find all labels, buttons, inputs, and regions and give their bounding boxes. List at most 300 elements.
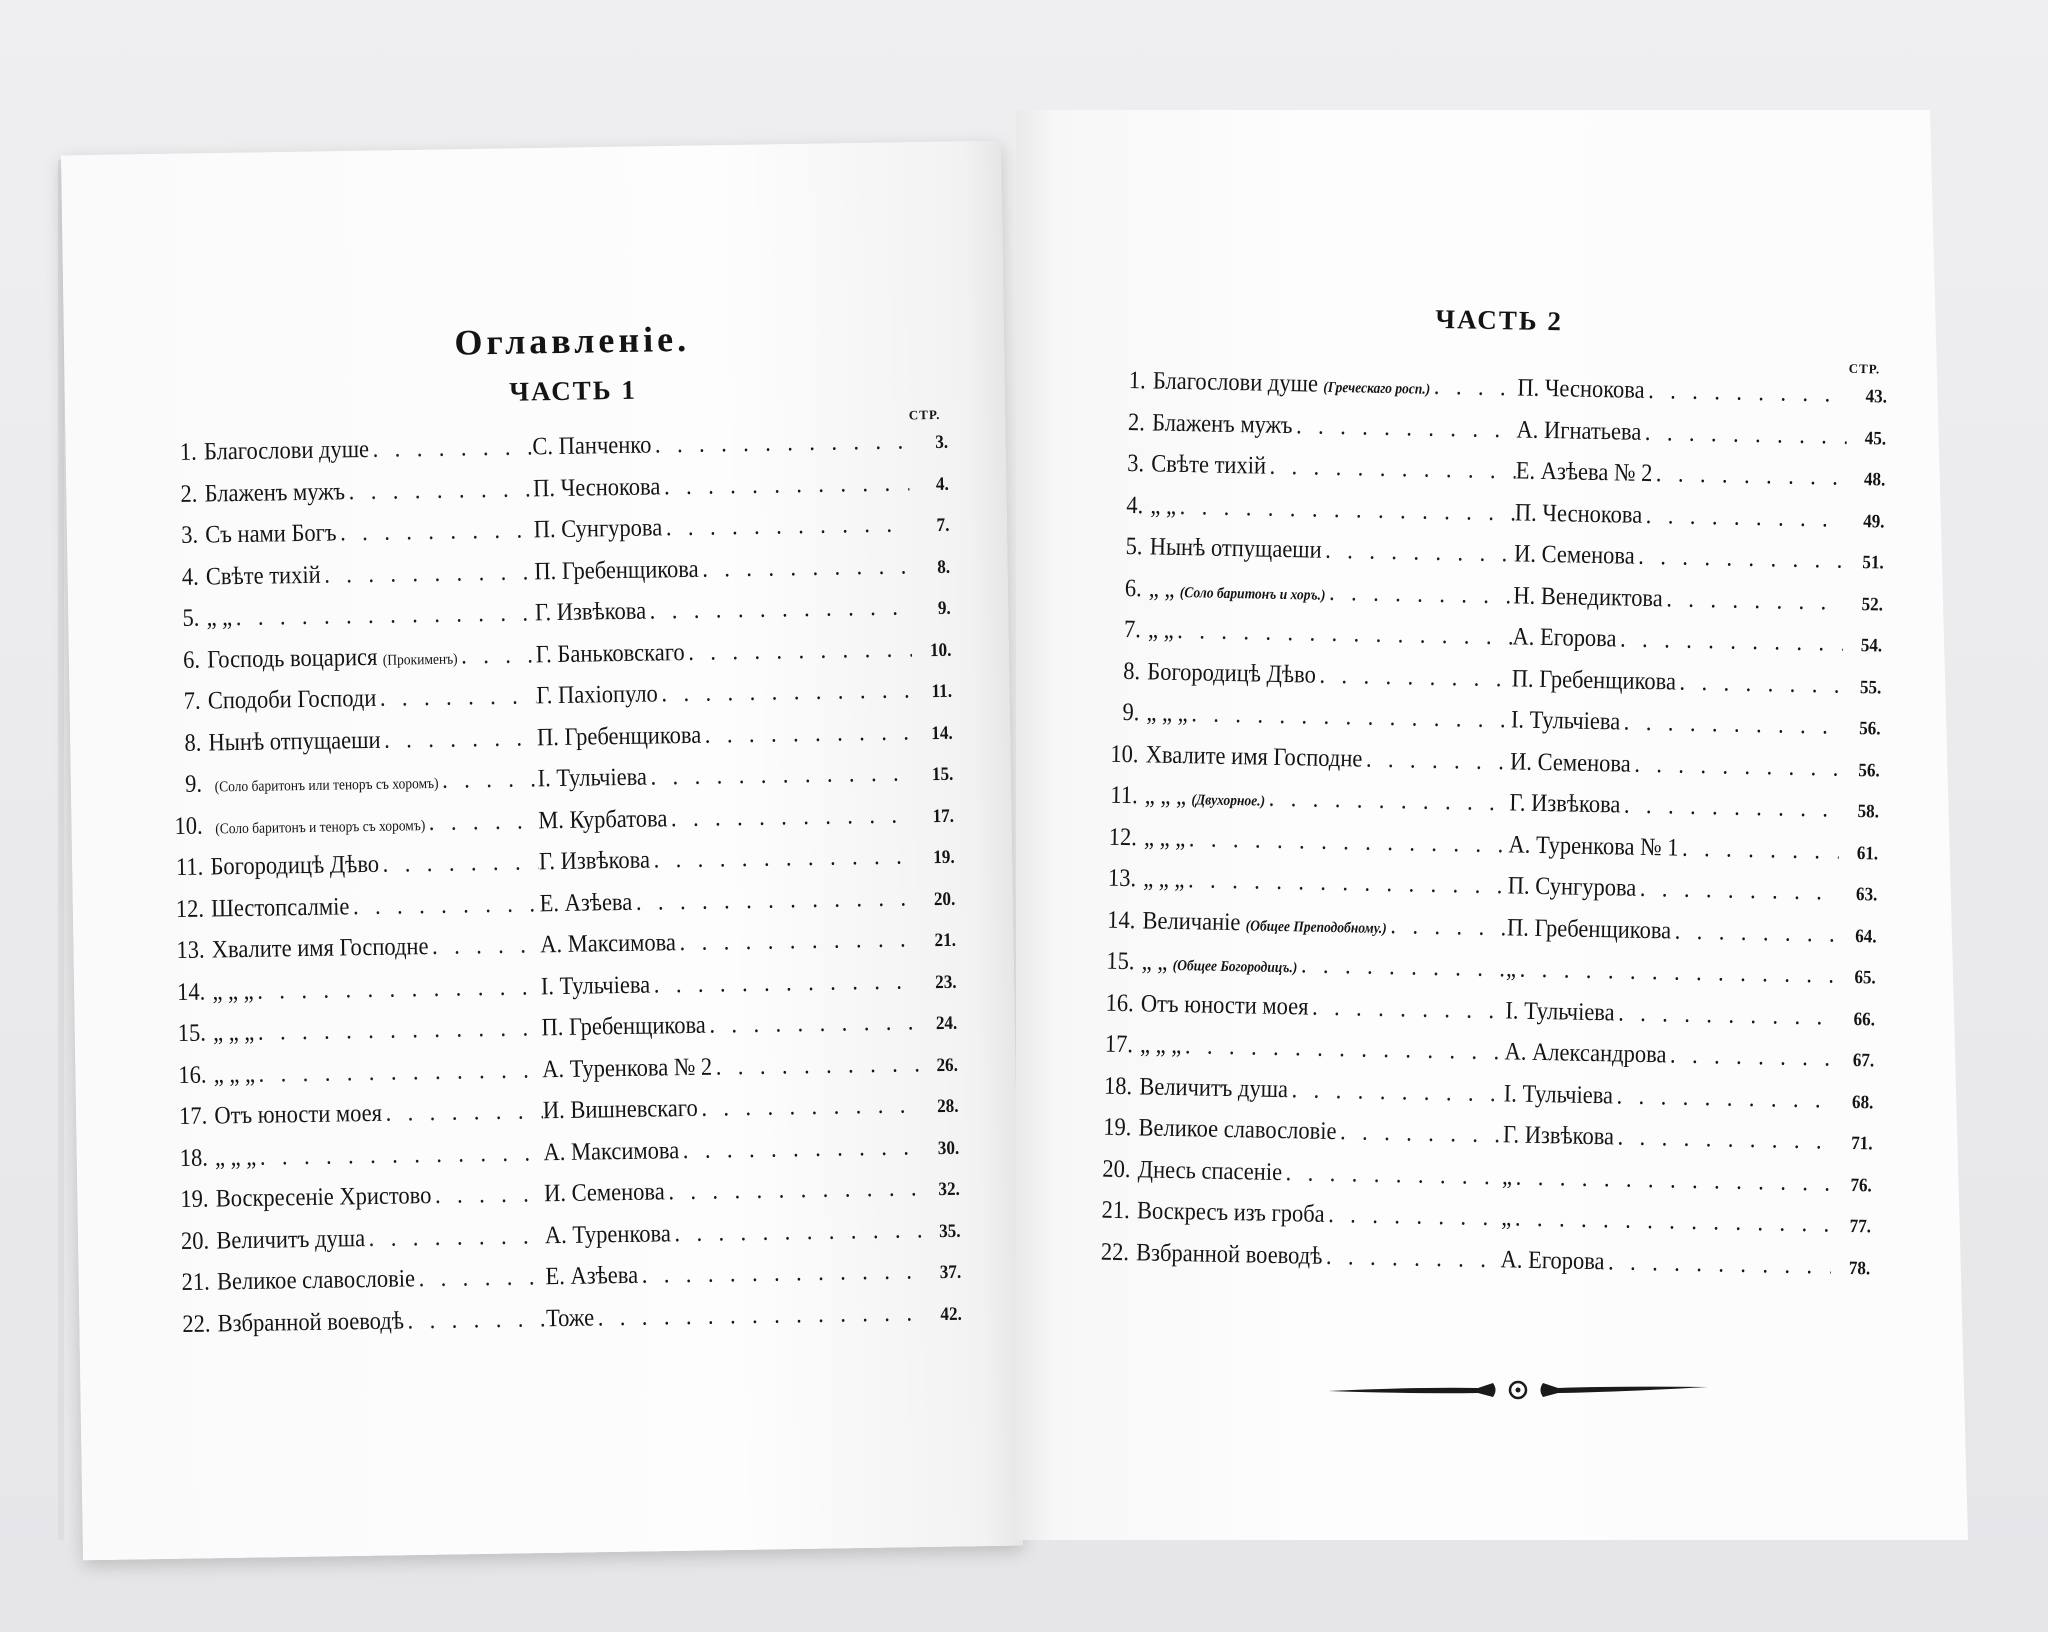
toc-number: 10. [1110,740,1139,768]
toc-composer: І. Тульчіева [1510,706,1621,736]
toc-page-number: 61. [1856,842,1879,864]
toc-title: „ „ „ [1144,782,1187,811]
leader-dots [1614,1123,1834,1155]
leader-dots [253,973,541,1006]
toc-title: „ „ „ [212,1018,255,1047]
toc-number: 15. [177,1019,207,1048]
toc-composer: М. Курбатова [538,804,668,834]
toc-list-part-2 [1091,367,1888,1295]
leader-dots [671,1216,921,1248]
toc-page-number: 76. [1850,1174,1873,1196]
toc-number: 17. [1104,1030,1134,1059]
toc-composer: А. Игнатьева [1516,415,1642,446]
leader-dots [1642,501,1845,533]
leader-dots [665,1174,921,1206]
toc-title-cell [214,1097,543,1130]
leader-dots [1604,1248,1831,1280]
leader-dots [1511,1204,1832,1238]
leader-dots [632,884,916,916]
toc-page-number: 63. [1855,884,1878,906]
toc-title: Благослови душе [1152,367,1319,398]
toc-page-number: 56. [1858,759,1880,781]
toc-composer: И. Семенова [543,1178,665,1208]
toc-composer: П. Гребенщикова [534,555,699,585]
toc-page-number: 64. [1855,925,1877,947]
leader-dots [380,724,537,754]
toc-title-cell [1137,1197,1502,1232]
toc-page-number: 24. [935,1012,958,1035]
toc-title: „ „ [206,604,233,632]
leader-dots [438,765,538,795]
leader-dots [1265,785,1510,818]
toc-page-number: 78. [1848,1257,1871,1279]
leader-dots [646,593,911,625]
part-1-heading: ЧАСТЬ 1 [509,374,638,407]
leader-dots [425,807,539,837]
toc-composer: И. Вишневскаго [542,1094,698,1125]
toc-title-cell [212,931,541,964]
toc-title: „ „ [1150,491,1177,520]
toc-number: 20. [1102,1155,1131,1183]
toc-number: 4. [1126,491,1144,519]
leader-dots [1512,1163,1833,1197]
toc-page-number: 30. [937,1137,960,1159]
toc-number: 3. [1126,449,1145,478]
toc-title-cell [1139,1073,1504,1108]
leader-dots [1176,492,1515,527]
toc-number: 1. [1128,366,1146,395]
leader-dots [1620,792,1840,824]
toc-title-cell [1147,658,1512,693]
leader-dots [667,801,914,833]
toc-title: Сподоби Господи [207,684,377,715]
toc-title-cell [209,765,538,798]
leader-dots [1387,912,1508,942]
toc-title: Богородицѣ Дѣво [210,850,380,881]
toc-title: Великое славословіе [1138,1114,1337,1146]
toc-page-number: 65. [1854,967,1876,989]
toc-page-number: 23. [935,971,957,993]
toc-composer: А. Александрова [1504,1038,1667,1069]
leader-dots [1321,537,1514,569]
leader-dots [698,1091,920,1122]
leader-dots [254,1014,542,1047]
toc-page-number: 48. [1863,469,1886,491]
leader-dots [1634,543,1844,575]
leader-dots [1614,999,1835,1031]
leader-dots [1173,617,1512,652]
toc-page-number: 55. [1859,676,1882,698]
toc-title-cell [215,1139,544,1172]
toc-title-cell [207,641,536,674]
toc-composer: А. Туренкова [544,1219,672,1249]
toc-number: 19. [180,1185,209,1214]
toc-composer: П. Чеснокова [532,472,661,502]
toc-title-cell [1143,865,1508,900]
toc-number: 6. [182,646,201,674]
toc-title-cell [206,558,535,591]
toc-number: 2. [180,480,198,508]
leader-dots [1297,951,1506,983]
toc-title-cell [217,1263,546,1296]
toc-title-cell [1146,699,1511,734]
toc-title-cell [216,1222,545,1255]
toc-composer: „ [1501,1204,1512,1232]
toc-number: 8. [184,729,202,757]
toc-part-2 [1091,298,1890,1295]
toc-composer: П. Сунгурова [1507,872,1637,902]
toc-composer: Г. Баньковскаго [535,638,685,668]
toc-composer: И. Семенова [1509,747,1632,778]
toc-composer: П. Гребенщикова [541,1011,706,1042]
toc-composer: А. Туренкова № 1 [1508,830,1679,862]
leader-dots [1663,585,1844,616]
toc-page-number: 32. [938,1178,961,1201]
toc-composer: Е. Азѣева [545,1261,639,1291]
toc-title: „ „ [1148,574,1175,603]
toc-title: Отъ юности моея [214,1099,383,1130]
leader-dots [1362,745,1510,776]
leader-dots [1185,825,1509,859]
toc-title: „ „ „ [214,1143,257,1171]
toc-title-cell [211,890,540,923]
toc-number: 11. [1110,781,1138,810]
toc-title-cell [1138,1114,1503,1149]
toc-title-cell [1151,450,1516,485]
toc-title-cell [1149,533,1514,568]
toc-composer: І. Тульчіева [1505,996,1615,1026]
toc-title-cell [1152,409,1517,444]
toc-title: Воскресъ изъ гроба [1136,1197,1325,1228]
toc-page-number: 67. [1852,1050,1875,1072]
toc-page-number: 3. [935,431,949,454]
toc-title-cell [215,1180,544,1213]
toc-page-number: 45. [1864,427,1887,450]
toc-note: (Прокименъ) [382,651,458,669]
toc-page-number: 52. [1861,593,1884,616]
toc-title: Взбранной воеводѣ [217,1307,405,1337]
leader-dots [404,1305,547,1335]
toc-composer: А. Егорова [1512,623,1617,653]
page-column-header: СТР. [1848,360,1881,377]
toc-composer: Г. Извѣкова [534,597,647,627]
leader-dots [1641,418,1847,450]
toc-title-cell [217,1305,546,1338]
toc-title-cell [205,516,534,549]
leader-dots [1671,917,1837,948]
toc-title: Блаженъ мужъ [1151,408,1293,439]
toc-number: 16. [1105,989,1135,1017]
toc-page-number: 11. [931,680,953,703]
toc-title: „ „ „ [212,977,254,1005]
toc-title-cell [210,807,539,840]
leader-dots [1288,1076,1504,1108]
toc-composer: Г. Пахіопуло [536,680,659,710]
toc-page-number: 42. [940,1303,962,1325]
toc-title: Съ нами Богъ [205,519,337,549]
toc-number: 6. [1124,574,1142,602]
toc-title-cell [214,1056,543,1089]
toc-number: 2. [1127,408,1146,436]
toc-composer: П. Гребенщикова [1511,664,1677,696]
toc-page-number: 15. [931,763,954,786]
toc-title: Шестопсалміе [210,892,350,922]
toc-title: „ „ „ [1143,865,1185,894]
toc-title-cell [1141,990,1506,1025]
toc-title-cell [1145,741,1510,776]
toc-note: (Двухорное.) [1191,792,1266,810]
toc-title-cell [1142,907,1507,942]
toc-composer: П. Гребенщикова [1506,913,1672,945]
leader-dots [1616,625,1843,657]
leader-dots [255,1056,543,1089]
leader-dots [365,1222,545,1253]
toc-title-cell [1144,824,1509,859]
toc-page-number: 19. [933,846,955,869]
toc-title: Оглавленіе. [454,318,691,363]
toc-page-number: 68. [1851,1091,1874,1113]
toc-number: 7. [1123,615,1142,644]
leader-dots [647,759,914,791]
toc-title: Взбранной воеводѣ [1135,1238,1323,1270]
toc-title-cell [1136,1239,1501,1274]
toc-page-number: 7. [936,514,950,537]
toc-title: Нынѣ отпущаеши [208,726,381,757]
leader-dots [1308,993,1505,1025]
toc-title-cell [1140,1031,1505,1066]
toc-title: Величаніе [1142,906,1241,936]
toc-title-cell [1153,367,1518,402]
leader-dots [431,1180,544,1210]
toc-number: 22. [1100,1238,1130,1266]
toc-title-cell [212,973,541,1006]
toc-page-number: 49. [1862,510,1885,533]
leader-dots [1184,866,1508,900]
toc-note: (Соло баритонъ или теноръ съ хоромъ) [214,775,439,796]
toc-title-cell [208,682,537,715]
toc-page-number: 51. [1862,552,1884,574]
toc-number: 4. [181,563,199,591]
toc-number: 5. [182,604,200,632]
leader-dots [349,890,540,921]
leader-dots [1324,1201,1501,1232]
toc-page-number: 4. [935,473,949,495]
leader-dots [1187,700,1511,734]
toc-title: Благослови душе [203,435,370,466]
leader-dots [658,676,913,708]
leader-dots [660,469,909,501]
leader-dots [256,1139,544,1172]
toc-title: „ „ „ [1139,1031,1182,1060]
toc-number: 3. [180,521,199,549]
leader-dots [662,510,910,542]
toc-composer: А. Туренкова № 2 [541,1053,713,1083]
toc-number: 14. [1106,906,1136,934]
ornament-divider-icon [1328,1375,1708,1405]
leader-dots [1325,578,1513,610]
toc-number: 17. [178,1102,208,1131]
toc-title: Воскресеніе Христово [215,1182,432,1213]
toc-composer: Г. Извѣкова [538,846,651,876]
leader-dots [457,641,536,670]
toc-title-cell [1145,782,1510,817]
leader-dots [1316,661,1512,693]
toc-page-number: 10. [929,639,952,661]
toc-title: Свѣте тихій [205,561,321,591]
toc-title: „ „ „ [1143,823,1186,852]
toc-page-number: 77. [1849,1215,1872,1238]
toc-composer: І. Тульчіева [1503,1079,1614,1109]
leader-dots [1678,834,1839,865]
leader-dots [679,1133,920,1165]
leader-dots [379,848,539,879]
toc-title-cell [213,1014,542,1047]
toc-page-number: 66. [1853,1008,1876,1030]
leader-dots [1430,373,1518,403]
toc-composer: Е. Азѣева [539,888,633,917]
toc-page-number: 21. [934,929,957,952]
toc-composer: І. Тульчіева [540,971,651,1000]
toc-title-cell [204,475,533,508]
toc-list-part-1 [159,427,963,1352]
toc-title: Нынѣ отпущаеши [1149,533,1322,564]
toc-note: (Греческаго росп.) [1323,379,1431,398]
leader-dots [1630,750,1840,782]
toc-composer: А. Егорова [1500,1245,1605,1275]
leader-dots [232,599,535,632]
toc-composer: А. Максимова [540,929,677,959]
toc-title-cell [206,599,535,632]
toc-page-number: 26. [936,1054,959,1076]
toc-note: (Общее Преподобному.) [1245,917,1387,937]
toc-composer: Г. Извѣкова [1502,1121,1615,1151]
toc-title: Хвалите имя Господне [211,933,429,964]
toc-title: „ „ [1147,616,1174,644]
leader-dots [1282,1159,1503,1191]
leader-dots [1644,377,1847,409]
leader-dots [345,475,533,506]
toc-note: (Соло баритонъ и хоръ.) [1179,584,1326,604]
toc-composer: С. Панченко [532,431,652,461]
toc-number: 10. [174,812,203,840]
leader-dots [1652,460,1846,492]
toc-title: Хвалите имя Господне [1145,740,1363,773]
leader-dots [1666,1041,1835,1072]
leader-dots [1613,1082,1834,1114]
toc-composer: П. Сунгурова [533,514,663,544]
toc-number: 14. [176,978,206,1006]
toc-number: 1. [179,438,197,466]
toc-page-number: 14. [931,722,953,744]
leader-dots [676,925,917,957]
toc-title: Отъ юности моея [1140,989,1309,1021]
toc-title-cell [1150,492,1515,527]
leader-dots [712,1050,919,1081]
toc-part-1 [157,314,963,1352]
leader-dots [1322,1242,1501,1273]
toc-number: 5. [1125,532,1143,561]
toc-title: Блаженъ мужъ [204,477,346,508]
toc-number: 12. [1108,823,1138,851]
toc-composer: Тоже [545,1304,595,1332]
leader-dots [698,552,910,583]
toc-composer: П. Гребенщикова [536,721,702,751]
leader-dots [1181,1032,1505,1066]
leader-dots [336,516,534,547]
toc-title-cell [1148,616,1513,651]
toc-page-number: 8. [937,556,951,578]
toc-title: Днесь спасеніе [1137,1155,1283,1186]
toc-title: „ „ [1141,948,1168,976]
toc-title-cell [1149,575,1514,610]
leader-dots [376,682,536,713]
toc-title: Величитъ душа [1139,1072,1289,1103]
toc-page-number: 20. [933,888,956,910]
toc-number: 16. [178,1061,207,1089]
toc-number: 9. [184,770,203,798]
leader-dots [1620,708,1841,740]
toc-number: 18. [179,1144,209,1172]
page-column-header: СТР. [908,406,941,423]
toc-title-cell [208,724,537,757]
toc-composer: І. Тульчіева [537,763,648,793]
toc-title: „ „ „ [213,1060,256,1088]
toc-number: 21. [1101,1196,1131,1225]
toc-number: 20. [180,1227,210,1255]
toc-title-cell [210,848,539,881]
leader-dots [651,427,909,459]
toc-composer: А. Максимова [543,1136,680,1166]
leader-dots [320,558,534,589]
toc-page-number: 37. [939,1261,962,1284]
leader-dots [1516,956,1837,990]
leader-dots [706,1008,918,1039]
toc-number: 8. [1122,657,1141,685]
toc-number: 18. [1103,1072,1133,1100]
toc-number: 9. [1122,698,1140,727]
leader-dots [415,1263,546,1293]
leader-dots [1636,875,1838,907]
leader-dots [594,1299,923,1332]
leader-dots [650,842,915,874]
toc-number: 13. [1107,864,1137,893]
toc-title: Величитъ душа [216,1224,366,1254]
toc-note: (Соло баритонъ и теноръ съ хоромъ) [215,817,426,837]
toc-composer: П. Чеснокова [1517,374,1645,404]
part-2-heading: ЧАСТЬ 2 [1435,303,1564,337]
leader-dots [684,635,912,667]
leader-dots [1292,412,1517,444]
toc-number: 13. [176,936,205,965]
leader-dots [369,433,533,464]
toc-page-number: 35. [938,1220,961,1242]
toc-composer: П. Чеснокова [1514,498,1643,529]
toc-page-number: 28. [937,1095,959,1118]
leader-dots [1676,668,1842,699]
toc-title: „ „ „ [1146,699,1189,728]
toc-title-cell [1137,1156,1502,1191]
leader-dots [638,1257,922,1289]
toc-title: Богородицѣ Дѣво [1147,657,1317,689]
toc-composer: „ [1501,1162,1513,1190]
toc-page-number: 56. [1859,718,1881,740]
toc-page-number: 43. [1865,386,1888,408]
toc-composer: И. Семенова [1513,540,1635,570]
toc-title: Господь воцарися [207,643,378,674]
leader-dots [1266,453,1516,486]
toc-title-cell [1141,948,1506,983]
toc-title: Великое славословіе [216,1265,416,1296]
